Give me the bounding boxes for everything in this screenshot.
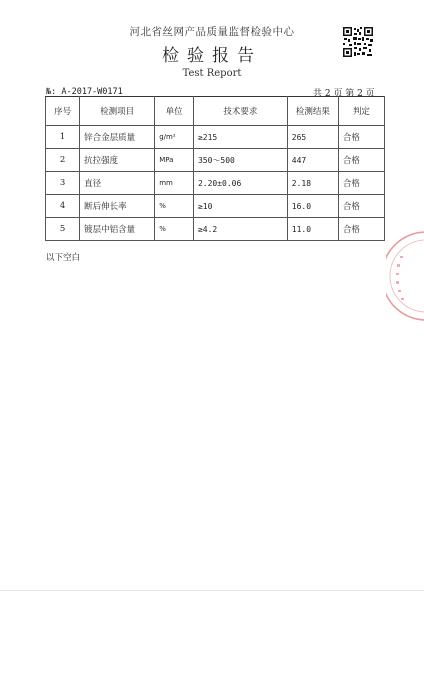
organization-name: 河北省丝网产品质量监督检验中心 [129,26,295,38]
row-item: 断后伸长率 [80,195,155,218]
report-title-english: Test Report [182,68,242,79]
table-row [46,126,385,149]
row-judgment: 合格 [338,218,384,241]
row-result: 16.0 [287,195,338,218]
report-number: №: A-2017-W0171 [46,87,123,97]
row-judgment: 合格 [338,126,384,149]
table-row [46,195,385,218]
row-result: 11.0 [287,218,338,241]
row-result: 447 [287,149,338,172]
row-requirement: 2.20±0.06 [193,172,287,195]
test-results-table [45,96,385,241]
row-unit: mm [155,172,194,195]
row-judgment: 合格 [338,195,384,218]
row-result: 2.18 [287,172,338,195]
table-row [46,218,385,241]
qr-code-icon [342,26,374,58]
header-unit: 单位 [155,97,194,126]
row-requirement: ≥10 [193,195,287,218]
header-requirement: 技术要求 [193,97,287,126]
table-header-row [46,97,385,126]
red-seal-stamp-icon [386,226,424,326]
row-requirement: ≥215 [193,126,287,149]
row-seq: 2 [46,149,80,172]
row-unit: % [155,195,194,218]
report-title: 检验报告 [162,46,262,66]
table-row [46,172,385,195]
row-item: 抗拉强度 [80,149,155,172]
table-row [46,149,385,172]
row-seq: 5 [46,218,80,241]
row-seq: 3 [46,172,80,195]
row-unit: MPa [155,149,194,172]
row-result: 265 [287,126,338,149]
row-requirement: 350～500 [193,149,287,172]
row-item: 镀层中铝含量 [80,218,155,241]
row-item: 锌合金层质量 [80,126,155,149]
row-seq: 4 [46,195,80,218]
row-judgment: 合格 [338,172,384,195]
row-unit: g/m² [155,126,194,149]
header-seq: 序号 [46,97,80,126]
header-item: 检测项目 [80,97,155,126]
row-judgment: 合格 [338,149,384,172]
row-requirement: ≥4.2 [193,218,287,241]
row-seq: 1 [46,126,80,149]
blank-below-note: 以下空白 [46,253,81,263]
row-item: 直径 [80,172,155,195]
header-judgment: 判定 [338,97,384,126]
page-indicator: 共 2 页 第 2 页 [313,89,375,99]
header-result: 检测结果 [287,97,338,126]
row-unit: % [155,218,194,241]
blank-margin [0,591,424,700]
